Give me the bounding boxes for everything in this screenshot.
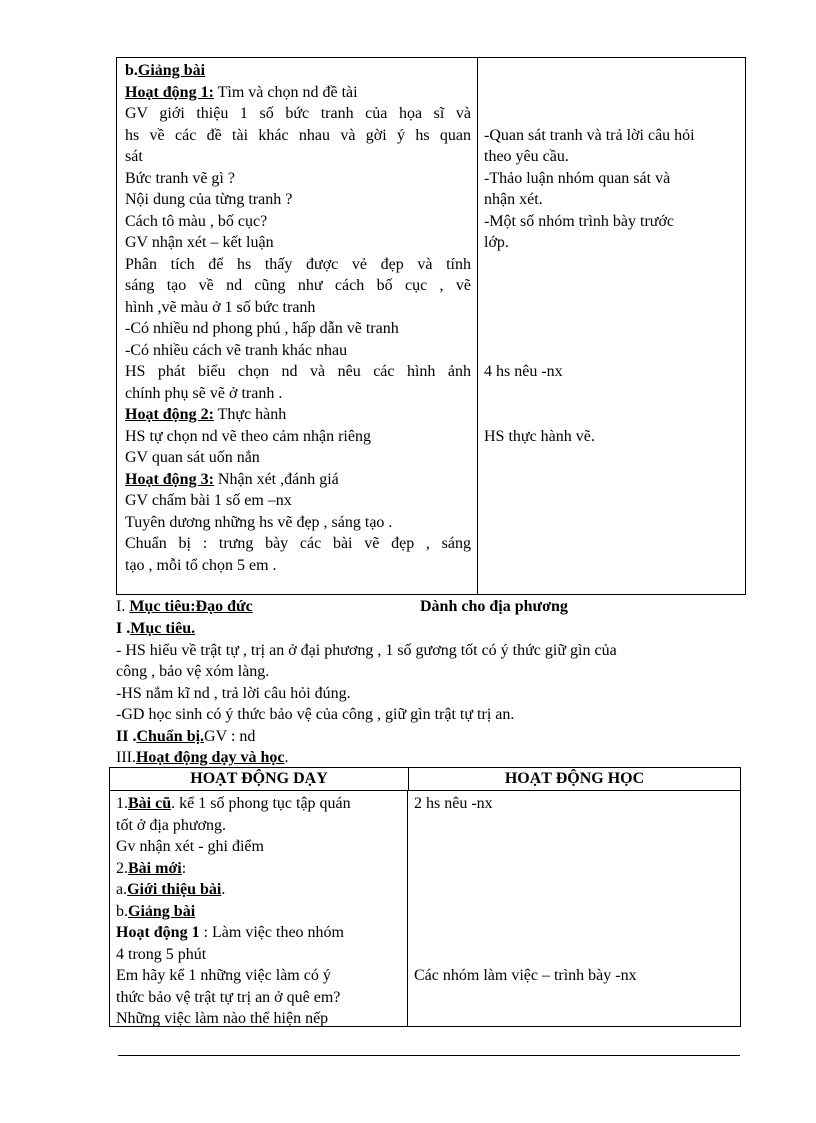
section-heading-right: Dành cho địa phương <box>420 598 568 615</box>
text-run: hs về các đề tài khác nhau và gời ý hs quan <box>125 126 471 144</box>
text-run: Hoạt động 3: <box>125 470 214 488</box>
text-line <box>484 318 739 340</box>
text-line <box>116 618 756 640</box>
text-run: 4 hs nêu -nx <box>484 363 563 380</box>
text-run: HS phát biểu chọn nd và nêu các hình ảnh <box>125 363 471 380</box>
teaching-column <box>110 791 408 1027</box>
text-line <box>125 168 471 190</box>
text-run: GV nhận xét – kết luận <box>125 234 274 251</box>
text-run: Giới thiệu bài <box>127 881 222 898</box>
text-line <box>125 383 471 405</box>
text-run: lớp. <box>484 234 509 251</box>
text-run: Hoạt động 1 <box>116 924 200 941</box>
text-line <box>125 103 471 125</box>
text-run: Tìm và chọn nd đề tài <box>213 83 358 101</box>
text-run: Giảng bài <box>128 902 196 920</box>
section-heading-left <box>116 598 253 615</box>
text-run: Cách tô màu , bố cục? <box>125 212 268 230</box>
text-run: GV : nd <box>204 727 256 745</box>
text-run: thức bảo vệ trật tự trị an ở quê em? <box>116 988 341 1006</box>
table-header <box>110 768 740 791</box>
text-line <box>125 60 471 82</box>
text-run: Hoạt động 2: <box>125 406 214 423</box>
lesson-table-1 <box>116 57 746 595</box>
text-line <box>125 555 471 577</box>
text-run: b. <box>116 902 128 920</box>
text-run: 1. <box>116 795 128 812</box>
header-learning: HOẠT ĐỘNG HỌC <box>504 770 645 787</box>
text-run: Bài mới <box>128 859 182 877</box>
text-run: Các nhóm làm việc – trình bày -nx <box>414 967 637 984</box>
text-line <box>125 469 471 491</box>
text-line <box>116 793 403 815</box>
text-line <box>484 82 739 104</box>
header-teaching: HOẠT ĐỘNG DẠY <box>110 768 409 790</box>
text-line <box>484 254 739 276</box>
text-run: I. <box>116 598 130 615</box>
text-run: theo yêu cầu. <box>484 148 569 165</box>
text-line <box>125 447 471 469</box>
text-run: Giảng bài <box>137 62 206 79</box>
text-run: Thực hành <box>213 406 287 423</box>
text-line <box>125 211 471 233</box>
text-run: II . <box>116 727 137 745</box>
text-line <box>484 146 739 168</box>
text-line <box>116 1008 403 1030</box>
section-body <box>116 618 756 769</box>
text-run: . <box>221 881 226 898</box>
text-line <box>484 383 739 405</box>
text-line <box>116 661 756 683</box>
text-line <box>414 965 736 987</box>
text-run: Hoạt động dạy và học <box>135 749 285 766</box>
text-run: Nội dung của từng tranh ? <box>125 191 293 208</box>
text-run: -Có nhiều nd phong phú , hấp dẫn vẽ tranh <box>125 320 399 337</box>
table-body <box>110 791 740 1027</box>
text-line <box>116 836 403 858</box>
text-line <box>484 297 739 319</box>
lesson-table-2 <box>109 767 741 1027</box>
text-line <box>484 60 739 82</box>
text-run: công , bảo vệ xóm làng. <box>116 663 270 680</box>
text-line <box>484 275 739 297</box>
text-run: . <box>284 749 289 766</box>
text-line <box>125 232 471 254</box>
text-run: : Làm việc theo nhóm <box>199 924 344 941</box>
text-run: tạo , mỗi tổ chọn 5 em . <box>125 556 277 574</box>
text-line <box>116 858 403 880</box>
text-run: -Quan sát tranh và trả lời câu hỏi <box>484 126 695 144</box>
text-line <box>116 683 756 705</box>
text-line <box>125 340 471 362</box>
text-run: nhận xét. <box>484 191 543 208</box>
text-run: HS thực hành vẽ. <box>484 427 595 445</box>
text-line <box>125 512 471 534</box>
text-line <box>116 965 403 987</box>
text-run: a. <box>116 881 128 898</box>
text-line <box>125 125 471 147</box>
text-line <box>116 879 403 901</box>
text-run: Hoạt động 1: <box>125 83 214 101</box>
text-run: HS tự chọn nd vẽ theo cảm nhận riêng <box>125 427 371 445</box>
text-line <box>125 318 471 340</box>
footer-rule <box>118 1055 740 1056</box>
text-line <box>414 901 736 923</box>
text-line <box>484 232 739 254</box>
text-run: 2. <box>116 859 128 877</box>
text-run: GV chấm bài 1 số em –nx <box>125 492 292 509</box>
text-run: . kể 1 số phong tục tập quán <box>171 795 351 812</box>
text-run: 2 hs nêu -nx <box>414 795 493 812</box>
text-run: III. <box>116 749 136 766</box>
text-run: Gv nhận xét - ghi điểm <box>116 838 264 855</box>
text-run: hình ,vẽ màu ở 1 số bức tranh <box>125 298 316 316</box>
text-line <box>116 815 403 837</box>
text-line <box>116 726 756 748</box>
text-run: -Có nhiều cách vẽ tranh khác nhau <box>125 341 348 359</box>
text-run: Phân tích để hs thấy được vẻ đẹp và tính <box>125 255 471 273</box>
text-line <box>484 404 739 426</box>
text-line <box>125 275 471 297</box>
text-line <box>484 361 739 383</box>
text-line <box>414 879 736 901</box>
text-run: -Một số nhóm trình bày trước <box>484 212 674 230</box>
text-run: - HS hiểu về trật tự , trị an ở đại phương , 1 số gương tốt có ý thức giữ gìn của <box>116 641 617 659</box>
text-run: Nhận xét ,đánh giá <box>213 470 339 488</box>
text-run: b. <box>125 62 138 79</box>
text-line <box>125 404 471 426</box>
text-line <box>414 815 736 837</box>
text-line <box>125 189 471 211</box>
text-run: -HS nắm kĩ nd , trả lời câu hỏi đúng. <box>116 684 351 702</box>
text-run: Mục tiêu. <box>130 620 196 637</box>
text-line <box>125 426 471 448</box>
text-line <box>116 640 756 662</box>
text-run: I . <box>116 620 131 637</box>
text-line <box>125 361 471 383</box>
text-line <box>125 82 471 104</box>
text-run: Tuyên dương những hs vẽ đẹp , sáng tạo . <box>125 513 393 531</box>
text-line <box>484 426 739 448</box>
text-run: -GD học sinh có ý thức bảo vệ của công , giữ gìn trật tự trị an. <box>116 706 515 723</box>
text-run: 4 trong 5 phút <box>116 945 207 963</box>
text-line <box>414 944 736 966</box>
text-line <box>414 836 736 858</box>
text-line <box>116 901 403 923</box>
text-line <box>414 793 736 815</box>
text-line <box>116 922 403 944</box>
text-run: GV quan sát uốn nắn <box>125 449 260 466</box>
text-line <box>484 211 739 233</box>
text-line <box>116 944 403 966</box>
text-line <box>116 747 756 769</box>
text-line <box>125 297 471 319</box>
text-run: sáng tạo về nd cũng như cách bố cục , vẽ <box>125 277 471 294</box>
text-run: tốt ở địa phương. <box>116 816 227 834</box>
text-run: GV giới thiệu 1 số bức tranh của họa sĩ và <box>125 105 471 122</box>
section-heading <box>116 596 756 618</box>
text-line <box>484 103 739 125</box>
text-run: chính phụ sẽ vẽ ở tranh . <box>125 384 283 402</box>
text-run: : <box>181 859 187 877</box>
text-line <box>125 490 471 512</box>
text-line <box>116 704 756 726</box>
text-line <box>414 858 736 880</box>
text-line <box>484 189 739 211</box>
text-line <box>484 168 739 190</box>
text-run: sát <box>125 148 143 165</box>
text-line <box>125 146 471 168</box>
text-line <box>125 254 471 276</box>
text-run: Những việc làm nào thể hiện nếp <box>116 1010 329 1027</box>
text-run: -Thảo luận nhóm quan sát và <box>484 169 671 187</box>
text-line <box>484 340 739 362</box>
text-line <box>414 922 736 944</box>
text-line <box>116 987 403 1009</box>
text-run: Chuẩn bị. <box>136 727 205 745</box>
text-run: Bức tranh vẽ gì ? <box>125 169 235 187</box>
text-run: Chuẩn bị : trưng bày các bài vẽ đẹp , sáng <box>125 535 471 552</box>
learning-column <box>408 791 740 1027</box>
teacher-column <box>117 58 478 594</box>
text-line <box>484 125 739 147</box>
text-line <box>125 533 471 555</box>
text-run: Bài cũ <box>128 795 172 812</box>
student-column <box>478 58 745 594</box>
text-run: Em hãy kể 1 những việc làm có ý <box>116 967 331 984</box>
text-run: Mục tiêu:Đạo đức <box>129 598 253 615</box>
